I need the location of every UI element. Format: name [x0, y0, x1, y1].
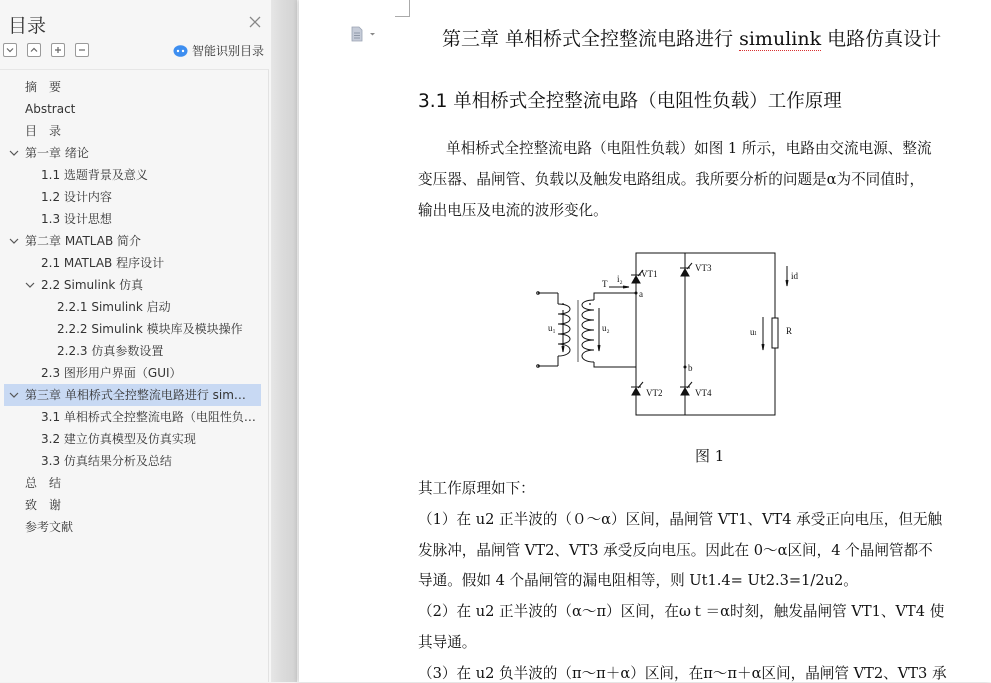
smart-toc-button[interactable] — [173, 42, 264, 59]
toc-item-3-2[interactable]: 3.2 建立仿真模型及仿真实现 — [41, 432, 196, 446]
paragraph-line: 变压器、晶闸管、负载以及触发电路组成。我所要分析的问题是α为不同值时， — [418, 171, 925, 188]
toc-item-references[interactable]: 参考文献 — [25, 520, 74, 534]
toc-item-3-3[interactable]: 3.3 仿真结果分析及总结 — [41, 454, 172, 468]
smart-robot-icon — [173, 44, 188, 57]
toc-sidebar — [0, 0, 272, 682]
toc-item-1-2[interactable]: 1.2 设计内容 — [41, 190, 112, 204]
chevron-down-icon[interactable] — [9, 236, 19, 246]
label-T: T — [602, 279, 608, 289]
toc-title: 目录 — [8, 15, 47, 37]
circuit-diagram — [532, 246, 814, 422]
label-b: b — [688, 363, 693, 373]
chapter-title: 第三章 单相桥式全控整流电路进行 simulink 电路仿真设计 — [442, 28, 942, 50]
close-icon[interactable] — [247, 14, 263, 30]
toc-item-2-1[interactable]: 2.1 MATLAB 程序设计 — [41, 256, 165, 270]
label-u1: u₁ — [548, 323, 556, 333]
label-VT4: VT4 — [695, 388, 712, 398]
label-a: a — [639, 289, 643, 299]
label-u2: u₂ — [602, 323, 610, 333]
toc-item-summary[interactable]: 总 结 — [25, 476, 62, 490]
section-title: 3.1 单相桥式全控整流电路（电阻性负载）工作原理 — [418, 91, 842, 112]
toc-item-2-2-1[interactable]: 2.2.1 Simulink 启动 — [57, 300, 171, 314]
label-R: R — [786, 326, 793, 336]
document-page — [299, 0, 991, 682]
label-VT2: VT2 — [646, 388, 663, 398]
paragraph-line: 输出电压及电流的波形变化。 — [418, 202, 608, 219]
toc-item-2-2[interactable]: 2.2 Simulink 仿真 — [0, 274, 269, 296]
paragraph-line: 其导通。 — [418, 634, 477, 651]
paragraph-line: 单相桥式全控整流电路（电阻性负载）如图 1 所示，电路由交流电源、整流 — [446, 140, 932, 157]
toc-item-chapter2[interactable]: 第二章 MATLAB 简介 — [0, 230, 269, 252]
collapse-up-icon[interactable] — [27, 43, 41, 57]
smart-toc-label: 智能识别目录 — [192, 44, 265, 58]
label-i2: i₂ — [617, 274, 623, 284]
paragraph-line: （1）在 u2 正半波的（０～α）区间，晶闸管 VT1、VT4 承受正向电压，但无触 — [418, 511, 943, 528]
toc-item-contents[interactable]: 目 录 — [25, 124, 62, 138]
label-VT1: VT1 — [641, 269, 658, 279]
toc-list — [0, 69, 269, 682]
label-VT3: VT3 — [695, 263, 712, 273]
collapse-all-icon[interactable] — [75, 43, 89, 57]
toc-item-chapter3[interactable]: 第三章 单相桥式全控整流电路进行 sim… — [4, 384, 261, 406]
paragraph-line: 其工作原理如下： — [418, 480, 535, 497]
chevron-down-icon[interactable] — [25, 280, 35, 290]
toc-item-2-2-3[interactable]: 2.2.3 仿真参数设置 — [57, 344, 164, 358]
toc-item-abstract[interactable]: Abstract — [25, 102, 76, 116]
expand-down-icon[interactable] — [3, 43, 17, 57]
expand-all-icon[interactable] — [51, 43, 65, 57]
spellcheck-word: simulink — [739, 28, 822, 50]
paragraph-line: （3）在 u2 负半波的（π～π＋α）区间，在π～π＋α区间，晶闸管 VT2、VT3 承 — [418, 665, 947, 682]
toc-item-2-3[interactable]: 2.3 图形用户界面（GUI） — [41, 366, 182, 380]
document-icon[interactable] — [351, 26, 375, 42]
paragraph-line: 发脉冲，晶闸管 VT2、VT3 承受反向电压。因此在 0～α区间，4 个晶闸管都不 — [418, 542, 933, 559]
figure-caption: 图 1 — [695, 447, 725, 465]
toc-item-3-1[interactable]: 3.1 单相桥式全控整流电路（电阻性负… — [41, 410, 256, 424]
toc-item-1-1[interactable]: 1.1 选题背景及意义 — [41, 168, 148, 182]
toc-item-abstract-cn[interactable]: 摘 要 — [25, 80, 62, 94]
paragraph-line: 导通。假如 4 个晶闸管的漏电阻相等，则 Ut1.4= Ut2.3=1/2u2。 — [418, 572, 858, 589]
toc-item-2-2-2[interactable]: 2.2.2 Simulink 模块库及模块操作 — [57, 322, 243, 336]
paragraph-line: （2）在 u2 正半波的（α～π）区间，在ωｔ＝α时刻，触发晶闸管 VT1、VT4 使 — [418, 603, 945, 620]
chevron-down-icon[interactable] — [9, 148, 19, 158]
toc-item-chapter1[interactable]: 第一章 绪论 — [0, 142, 269, 164]
panel-divider[interactable] — [271, 0, 297, 682]
label-ud: uₗ — [750, 327, 757, 337]
page-corner-mark — [395, 0, 410, 17]
label-id: id — [791, 271, 799, 281]
toc-item-thanks[interactable]: 致 谢 — [25, 498, 62, 512]
toc-item-1-3[interactable]: 1.3 设计思想 — [41, 212, 112, 226]
chevron-down-icon[interactable] — [9, 390, 19, 400]
